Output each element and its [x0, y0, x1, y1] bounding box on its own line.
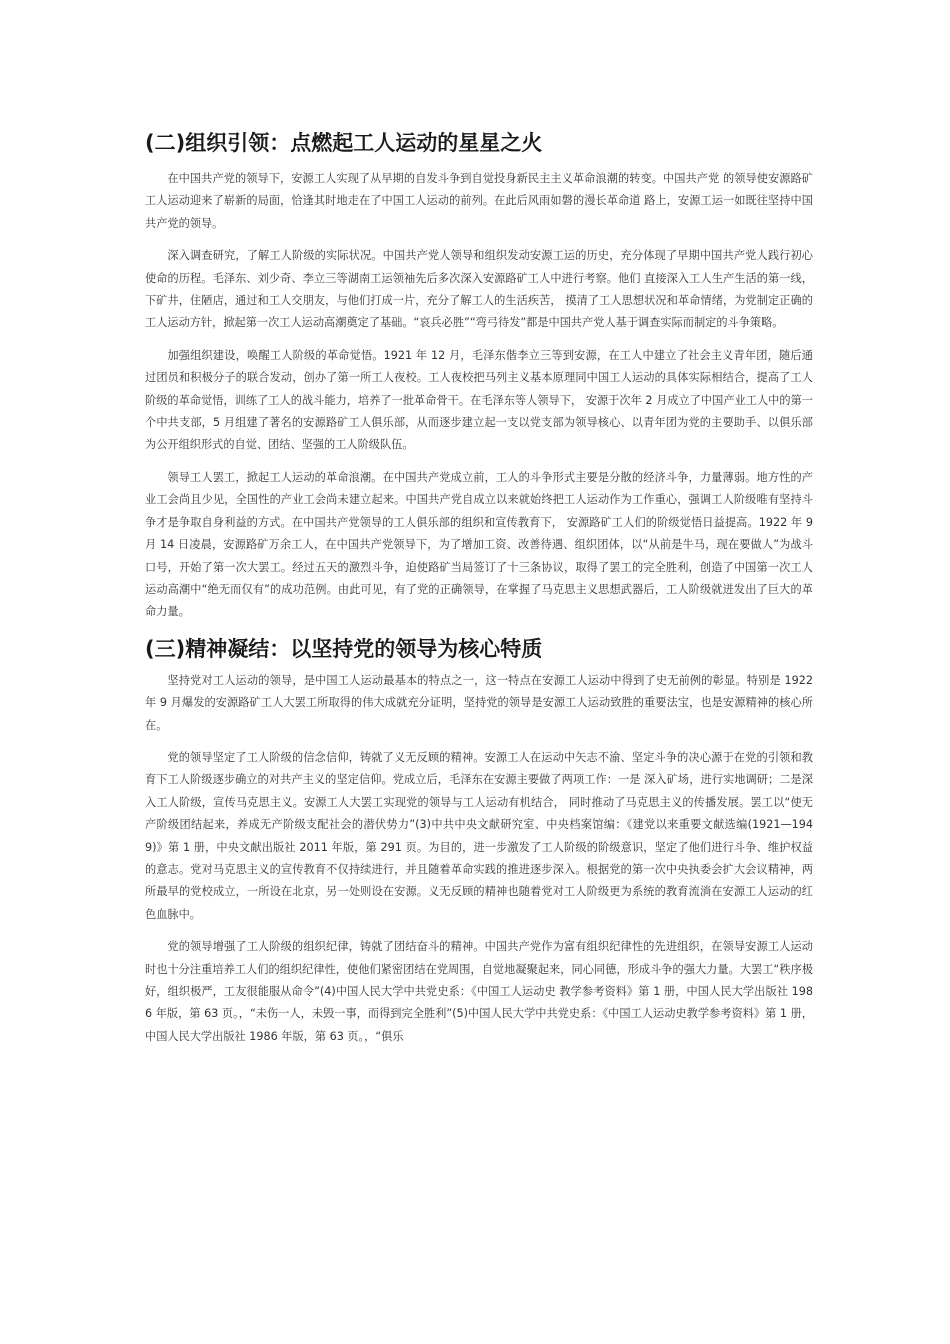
- paragraph: 坚持党对工人运动的领导，是中国工人运动最基本的特点之一，这一特点在安源工人运动中得到了史无前例的彰显。特别是 1922 年 9 月爆发的安源路矿工人大罢工所取得的伟大成就充分证明，坚持党的领导是安源工人运动致胜的重要法宝，也是安源精神的核心所在。: [145, 673, 813, 732]
- section-title-organization: (二)组织引领：点燃起工人运动的星星之火: [145, 131, 543, 155]
- section-title-spirit: (三)精神凝结：以坚持党的领导为核心特质: [145, 636, 543, 661]
- paragraph: 领导工人罢工，掀起工人运动的革命浪潮。在中国共产党成立前，工人的斗争形式主要是分散的经济斗争，力量薄弱。地方性的产业工会尚且少见，全国性的产业工会尚未建立起来。中国共产党自成立以来就始终把工人运动作为工作重心，强调工人阶级唯有坚持斗争才是争取自身利益的方式。在中国共产党领导的工人俱乐部的组织和宣传教育下， 安源路矿工人们的阶级觉悟日益提高。1922 年 9 月 14 日凌晨，安源路矿万余工人，在中国共产党领导下，为了增加工资、改善待遇、组织团体，以“从前是牛马，现在要做人”为战斗口号，开始了第一次大罢工。经过五天的激烈斗争，迫使路矿当局签订了十三条协议，取得了罢工的完全胜利，创造了中国第一次工人运动高潮中“绝无而仅有”的成功范例。由此可见，有了党的正确领导，在掌握了马克思主义思想武器后，工人阶级就迸发出了巨大的革命力量。: [145, 470, 813, 619]
- document-page: [145, 128, 813, 1058]
- paragraph: 深入调查研究，了解工人阶级的实际状况。中国共产党人领导和组织发动安源工运的历史，充分体现了早期中国共产党人践行初心使命的历程。毛泽东、刘少奇、李立三等湖南工运领袖先后多次深入安源路矿工人中进行考察。他们 直接深入工人生产生活的第一线，下矿井，住陋店，通过和工人交朋友，与他们打成一片，充分了解工人的生活疾苦， 摸清了工人思想状况和革命情绪，为党制定正确的工人运动方针，掀起第一次工人运动高潮奠定了基础。“哀兵必胜”“弯弓待发”都是中国共产党人基于调查实际而制定的斗争策略。: [145, 249, 813, 330]
- paragraph: 在中国共产党的领导下，安源工人实现了从早期的自发斗争到自觉投身新民主主义革命浪潮的转变。中国共产党 的领导使安源路矿工人运动迎来了崭新的局面，恰逢其时地走在了中国工人运动的前列。在此后风雨如磐的漫长革命道 路上，安源工运一如既往坚持中国共产党的领导。: [145, 172, 813, 230]
- paragraph: 党的领导坚定了工人阶级的信念信仰，铸就了义无反顾的精神。安源工人在运动中矢志不渝、坚定斗争的决心源于在党的引领和教育下工人阶级逐步确立的对共产主义的坚定信仰。党成立后，毛泽东在安源主要做了两项工作：一是 深入矿场，进行实地调研；二是深入工人阶级，宣传马克思主义。安源工人大罢工实现党的领导与工人运动有机结合， 同时推动了马克思主义的传播发展。罢工以“使无产阶级团结起来，养成无产阶级支配社会的潜伏势力”(3)中共中央文献研究室、中央档案馆编：《建党以来重要文献选编(1921—1949)》第 1 册，中央文献出版社 2011 年版，第 291 页。为目的，进一步激发了工人阶级的阶级意识，坚定了他们进行斗争、维护权益的意志。党对马克思主义的宣传教育不仅持续进行，并且随着革命实践的推进逐步深入。根据党的第一次中央执委会扩大会议精神，两所最早的党校成立，一所设在北京，另一处则设在安源。义无反顾的精神也随着党对工人阶级更为系统的教育流淌在安源工人运动的红色血脉中。: [145, 750, 813, 921]
- paragraph: 党的领导增强了工人阶级的组织纪律，铸就了团结奋斗的精神。中国共产党作为富有组织纪律性的先进组织，在领导安源工人运动时也十分注重培养工人们的组织纪律性，使他们紧密团结在党周围，自觉地凝聚起来，同心同德，形成斗争的强大力量。大罢工“秩序极好，组织极严，工友很能服从命令”(4)中国人民大学中共党史系：《中国工人运动史 教学参考资料》第 1 册，中国人民大学出版社 1986 年版，第 63 页。，“未伤一人，未毁一事，而得到完全胜利”(5)中国人民大学中共党史系：《中国工人运动史教学参考资料》第 1 册，中国人民大学出版社 1986 年版，第 63 页。，“俱乐: [145, 940, 813, 1043]
- paragraph: 加强组织建设，唤醒工人阶级的革命觉悟。1921 年 12 月，毛泽东偕李立三等到安源，在工人中建立了社会主义青年团，随后通过团员和积极分子的联合发动，创办了第一所工人夜校。工人夜校把马列主义基本原理同中国工人运动的具体实际相结合，提高了工人阶级的革命觉悟，训练了工人的战斗能力，培养了一批革命骨干。在毛泽东等人领导下， 安源于次年 2 月成立了中国产业工人中的第一个中共支部，5 月组建了著名的安源路矿工人俱乐部，从而逐步建立起一支以党支部为领导核心、以青年团为党的主要助手、以俱乐部为公开组织形式的自觉、团结、坚强的工人阶级队伍。: [145, 348, 813, 452]
